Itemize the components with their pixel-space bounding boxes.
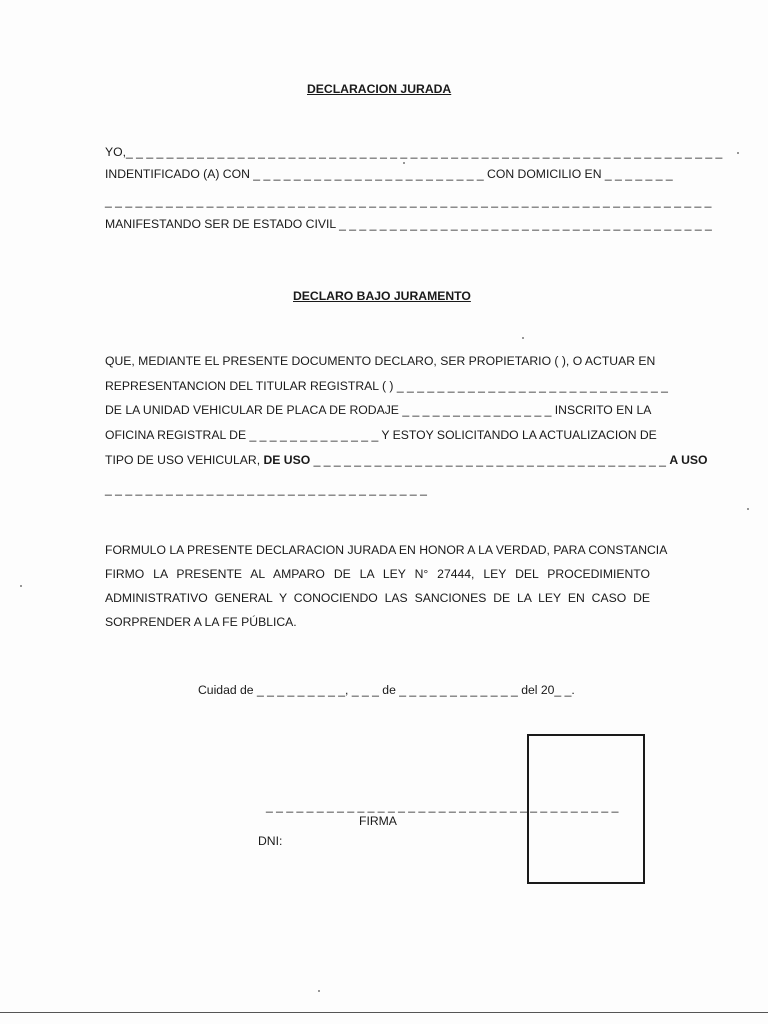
scan-speck [403,162,405,164]
declaration-line-2: REPRESENTANCION DEL TITULAR REGISTRAL ( ) _ _ _ _ _ _ _ _ _ _ _ _ _ _ _ _ _ _ _ _ _ _ _ _ _ _ _ [105,379,668,393]
declaration-line-3: DE LA UNIDAD VEHICULAR DE PLACA DE RODAJE _ _ _ _ _ _ _ _ _ _ _ _ _ _ _ INSCRITO EN LA [105,403,652,417]
identificado-field: INDENTIFICADO (A) CON _ _ _ _ _ _ _ _ _ _ _ _ _ _ _ _ _ _ _ _ _ _ _ CON DOMICILIO EN _ _ _ _ _ _ _ [105,167,673,181]
document-subtitle: DECLARO BAJO JURAMENTO [293,289,471,303]
document-title: DECLARACION JURADA [307,82,452,96]
closing-line-4: SORPRENDER A LA FE PÚBLICA. [105,615,297,629]
yo-field: YO,_ _ _ _ _ _ _ _ _ _ _ _ _ _ _ _ _ _ _ _ _ _ _ _ _ _ _ _ _ _ _ _ _ _ _ _ _ _ _ _ _ _ _ _ _ _ _ _ _ _ _ _ _ _ _ _ _ _ _ [105,145,723,159]
scan-speck [747,508,749,510]
scan-speck [737,152,739,154]
declaration-line-5 [105,452,708,468]
scan-speck [522,337,524,339]
dni-label: DNI: [258,834,283,848]
declaration-line-6: _ _ _ _ _ _ _ _ _ _ _ _ _ _ _ _ _ _ _ _ _ _ _ _ _ _ _ _ _ _ _ _ [105,482,427,496]
closing-line-2: FIRMO LA PRESENTE AL AMPARO DE LA LEY N° 27444, LEY DEL PROCEDIMIENTO [105,567,650,581]
declaration-line-1: QUE, MEDIANTE EL PRESENTE DOCUMENTO DECLARO, SER PROPIETARIO ( ), O ACTUAR EN [105,354,656,368]
estado-civil-field: MANIFESTANDO SER DE ESTADO CIVIL _ _ _ _ _ _ _ _ _ _ _ _ _ _ _ _ _ _ _ _ _ _ _ _ _ _ _ _ _ _ _ _ _ _ _ _ _ [105,217,712,231]
closing-line-3: ADMINISTRATIVO GENERAL Y CONOCIENDO LAS SANCIONES DE LA LEY EN CASO DE [105,591,650,605]
a-uso-label: A USO [669,453,708,467]
declaration-line-4: OFICINA REGISTRAL DE _ _ _ _ _ _ _ _ _ _ _ _ _ Y ESTOY SOLICITANDO LA ACTUALIZACION DE [105,428,657,442]
uso-blanks: _ _ _ _ _ _ _ _ _ _ _ _ _ _ _ _ _ _ _ _ _ _ _ _ _ _ _ _ _ _ _ _ _ _ _ [310,453,670,467]
page-bottom-edge [0,1012,768,1013]
signature-line: _ _ _ _ _ _ _ _ _ _ _ _ _ _ _ _ _ _ _ _ _ _ _ _ _ _ _ _ _ _ _ _ _ _ _ [266,799,619,813]
scan-speck [318,990,320,992]
signature-label: FIRMA [359,814,397,828]
date-line: Cuidad de _ _ _ _ _ _ _ _ _, _ _ _ de _ _ _ _ _ _ _ _ _ _ _ _ del 20_ _. [198,683,575,697]
closing-line-1: FORMULO LA PRESENTE DECLARACION JURADA EN HONOR A LA VERDAD, PARA CONSTANCIA [105,543,668,557]
uso-prefix: TIPO DE USO VEHICULAR, [105,453,264,467]
scan-speck [20,585,22,587]
domicilio-continuation: _ _ _ _ _ _ _ _ _ _ _ _ _ _ _ _ _ _ _ _ _ _ _ _ _ _ _ _ _ _ _ _ _ _ _ _ _ _ _ _ _ _ _ _ _ _ _ _ _ _ _ _ _ _ _ _ _ _ _ _ [105,194,712,208]
de-uso-label: DE USO [263,453,311,467]
